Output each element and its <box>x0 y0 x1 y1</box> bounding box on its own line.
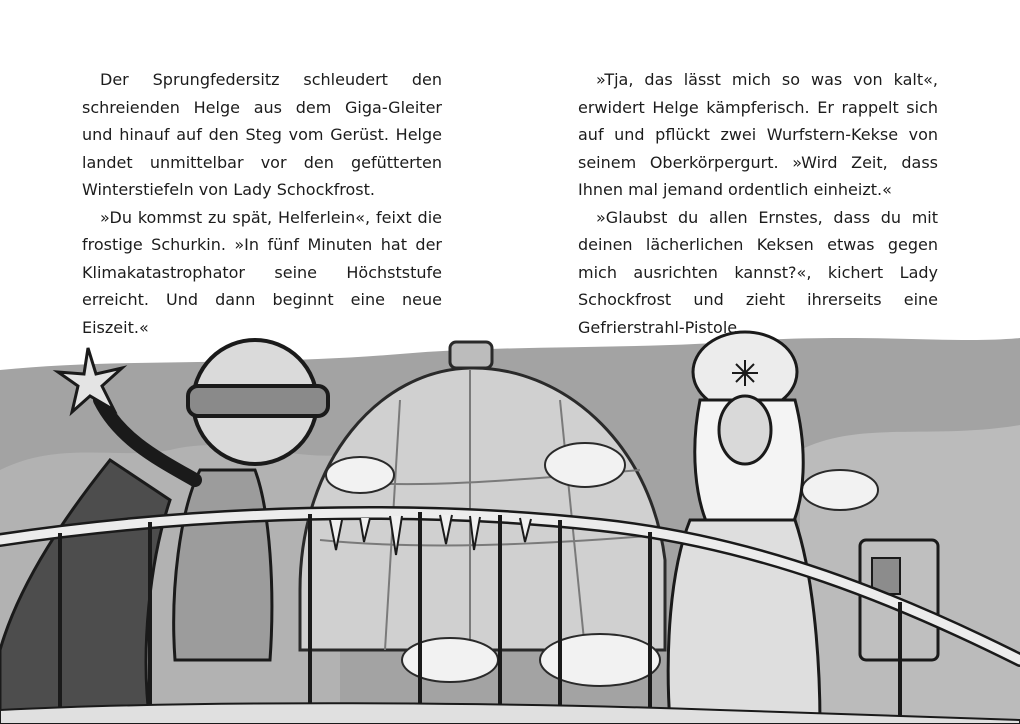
right-paragraph-1: »Tja, das lässt mich so was von kalt«, erwidert Helge kämpferisch. Er rappelt sich auf und pflückt zwei Wurfstern-Kekse von seinem Oberkörpergurt. »Wird Zeit, dass Ihnen mal jemand ordentlich einheizt.« <box>578 70 938 199</box>
helge-body <box>174 470 272 660</box>
lady-face <box>719 396 771 464</box>
dome-top-cap <box>450 342 492 368</box>
right-page-text <box>578 66 938 341</box>
right-paragraph-2: »Glaubst du allen Ernstes, dass du mit deinen lächerlichen Keksen etwas gegen mich ausrichten kannst?«, kichert Lady Schockfrost und zieht ihrerseits eine Gefrierstrahl-Pistole. <box>578 207 938 337</box>
illustration-svg <box>0 330 1020 724</box>
left-page-text <box>82 66 442 341</box>
left-paragraph-1: Der Sprungfedersitz schleudert den schreienden Helge aus dem Giga-Gleiter und hinauf auf den Steg vom Gerüst. Helge landet unmittelbar vor den gefütterten Winterstiefeln von Lady Schockfrost. <box>82 70 442 199</box>
left-paragraph-2: »Du kommst zu spät, Helferlein«, feixt die frostige Schurkin. »In fünf Minuten hat der Klimakatastrophator seine Höchststufe erreicht. Und dann beginnt eine neue Eiszeit.« <box>82 207 442 337</box>
helge-visor <box>188 386 328 416</box>
comic-illustration <box>0 330 1020 724</box>
